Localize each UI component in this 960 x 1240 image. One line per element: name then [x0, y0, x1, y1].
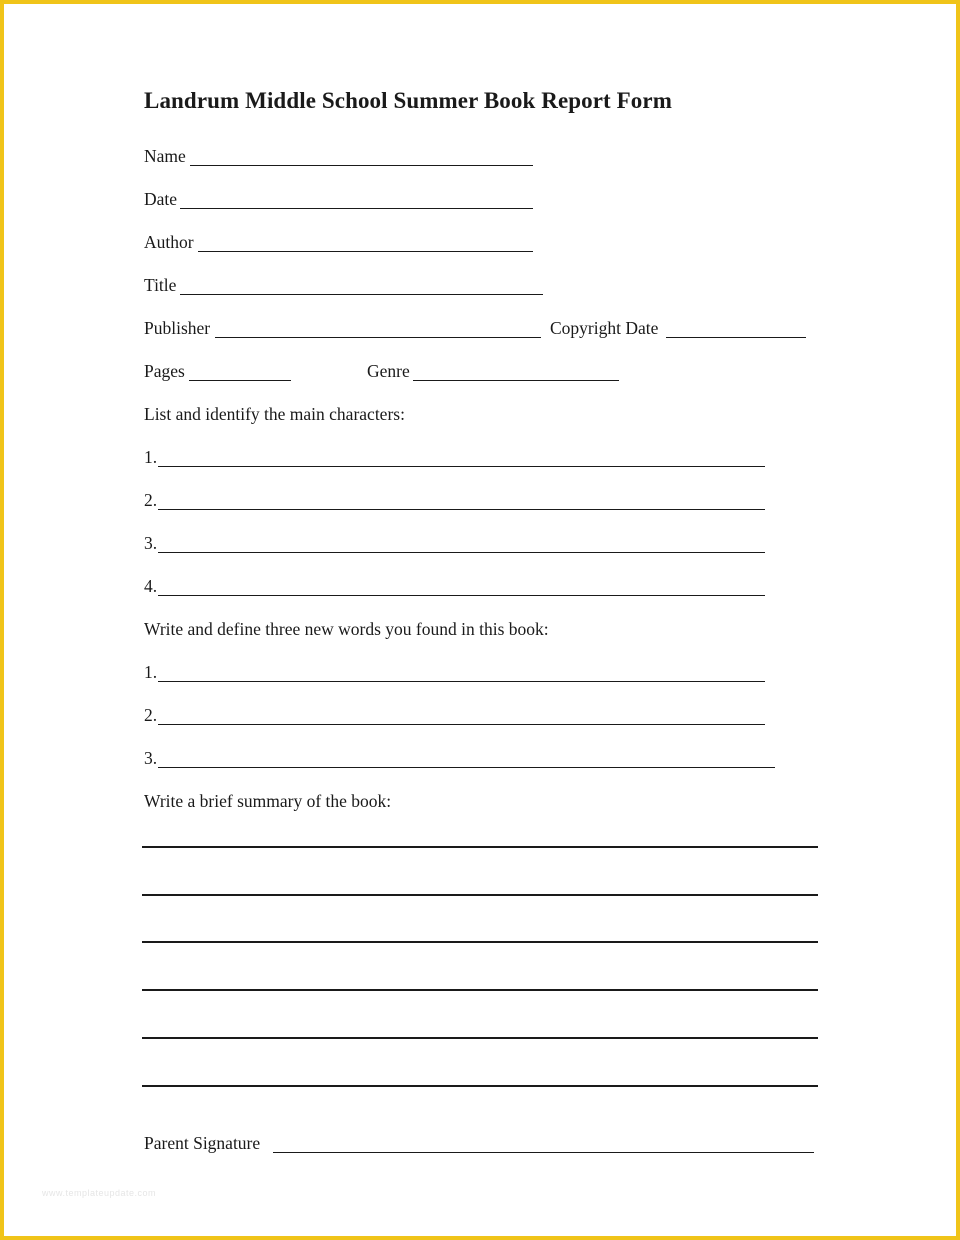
character-number-1: 1. — [144, 447, 158, 467]
characters-prompt: List and identify the main characters: — [144, 404, 405, 424]
page-title: Landrum Middle School Summer Book Report Form — [144, 88, 672, 113]
character-blank-line-1 — [158, 466, 765, 467]
author-blank-line — [198, 251, 533, 252]
word-blank-line-2 — [158, 724, 765, 725]
date-field[interactable] — [144, 187, 534, 211]
title-label: Title — [144, 275, 177, 295]
name-blank-line — [190, 165, 533, 166]
summary-line-3[interactable] — [142, 941, 818, 943]
character-blank-line-2 — [158, 509, 765, 510]
date-label: Date — [144, 189, 178, 209]
summary-line-6[interactable] — [142, 1085, 818, 1087]
character-number-4: 4. — [144, 576, 158, 596]
word-number-2: 2. — [144, 705, 158, 725]
title-field[interactable] — [144, 273, 544, 297]
name-field[interactable] — [144, 144, 534, 168]
pages-field[interactable] — [144, 359, 292, 383]
character-line-3[interactable] — [144, 531, 766, 555]
word-number-3: 3. — [144, 748, 158, 768]
pages-blank-line — [189, 380, 291, 381]
publisher-blank-line — [215, 337, 541, 338]
pages-label: Pages — [144, 361, 185, 381]
author-label: Author — [144, 232, 194, 252]
parent-signature-blank-line — [273, 1152, 814, 1153]
summary-line-5[interactable] — [142, 1037, 818, 1039]
words-prompt: Write and define three new words you found in this book: — [144, 619, 549, 639]
character-number-2: 2. — [144, 490, 158, 510]
copyright-date-field[interactable] — [550, 316, 807, 340]
genre-field[interactable] — [367, 359, 620, 383]
character-blank-line-4 — [158, 595, 765, 596]
word-blank-line-3 — [158, 767, 775, 768]
character-number-3: 3. — [144, 533, 158, 553]
genre-label: Genre — [367, 361, 410, 381]
publisher-field[interactable] — [144, 316, 542, 340]
summary-prompt: Write a brief summary of the book: — [144, 791, 392, 811]
word-blank-line-1 — [158, 681, 765, 682]
copyright-date-label: Copyright Date — [550, 318, 659, 338]
publisher-label: Publisher — [144, 318, 211, 338]
word-number-1: 1. — [144, 662, 158, 682]
copyright-date-blank-line — [666, 337, 806, 338]
name-label: Name — [144, 146, 186, 166]
title-blank-line — [180, 294, 543, 295]
parent-signature-field[interactable] — [144, 1131, 815, 1155]
word-line-1[interactable] — [144, 660, 766, 684]
summary-line-2[interactable] — [142, 894, 818, 896]
word-line-2[interactable] — [144, 703, 766, 727]
character-line-1[interactable] — [144, 445, 766, 469]
genre-blank-line — [413, 380, 619, 381]
summary-line-4[interactable] — [142, 989, 818, 991]
date-blank-line — [180, 208, 533, 209]
summary-line-1[interactable] — [142, 846, 818, 848]
watermark: www.templateupdate.com — [42, 1188, 157, 1198]
parent-signature-label: Parent Signature — [144, 1133, 261, 1153]
character-line-4[interactable] — [144, 574, 766, 598]
author-field[interactable] — [144, 230, 534, 254]
character-blank-line-3 — [158, 552, 765, 553]
word-line-3[interactable] — [144, 746, 776, 770]
character-line-2[interactable] — [144, 488, 766, 512]
